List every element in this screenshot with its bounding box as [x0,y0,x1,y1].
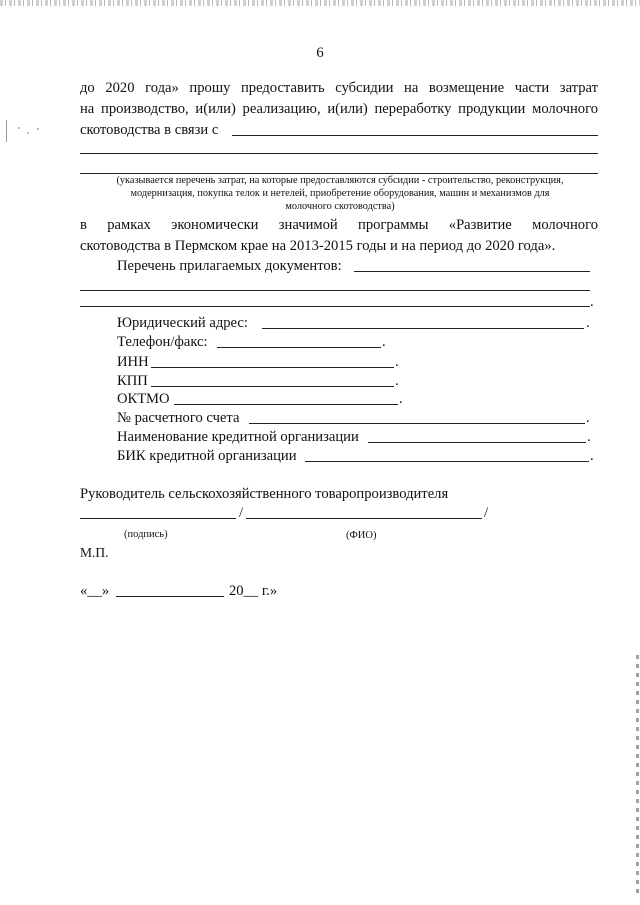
costs-field-line-1[interactable] [232,135,598,136]
documents-field-line-2[interactable] [80,290,590,291]
account-field[interactable] [249,423,585,424]
signature-slash-1: / [239,505,244,521]
signature-title: Руководитель сельскохозяйственного товаропроизводителя [80,486,449,502]
phone-fax-field[interactable] [217,347,381,348]
name-field[interactable] [246,518,482,519]
bank-name-label: Наименование кредитной организации [117,429,359,445]
costs-field-line-3[interactable] [80,173,598,174]
paragraph1-line3: скотоводства в связи с [80,122,219,138]
kpp-field[interactable] [151,386,394,387]
signature-field[interactable] [80,518,236,519]
legal-address-label: Юридический адрес: [117,315,248,331]
bik-field[interactable] [305,461,589,462]
scan-artifact-right-edge [636,655,639,895]
signature-slash-2: / [484,505,489,521]
costs-note-line3: молочного скотоводства) [285,201,395,212]
page-number: 6 [316,45,324,61]
kpp-label: КПП [117,373,148,389]
costs-note-line1: (указывается перечень затрат, на которые предоставляются субсидии - строительство, реконструкция, [116,175,564,186]
oktmo-field[interactable] [174,404,398,405]
legal-address-field[interactable] [262,328,584,329]
bik-period: . [590,448,594,464]
inn-label: ИНН [117,354,149,370]
inn-period: . [395,354,399,370]
bank-name-period: . [587,429,591,445]
name-caption: (ФИО) [346,530,377,541]
date-day: «__» [80,583,110,599]
inn-field[interactable] [151,367,394,368]
paragraph2-line1: в рамках экономически значимой программы «Развитие молочного [80,217,598,233]
documents-label: Перечень прилагаемых документов: [117,258,342,274]
stamp-label: М.П. [80,545,109,560]
paragraph2-line2: скотоводства в Пермском крае на 2013-2015 годы и на период до 2020 года». [80,238,556,254]
scan-artifact-left-mark [6,120,7,142]
account-period: . [586,410,590,426]
documents-field-period: . [590,294,594,310]
bank-name-field[interactable] [368,442,586,443]
paragraph1-line1: до 2020 года» прошу предоставить субсидии на возмещение части затрат [80,80,598,96]
scan-artifact-specks [16,124,42,138]
kpp-period: . [395,373,399,389]
signature-caption: (подпись) [124,529,168,540]
scan-artifact-top [0,0,640,6]
phone-fax-label: Телефон/факс: [117,334,208,350]
legal-address-period: . [586,315,590,331]
date-year: 20__ г.» [229,583,278,599]
phone-fax-period: . [382,334,386,350]
documents-field-line-1[interactable] [354,271,590,272]
oktmo-period: . [399,391,403,407]
documents-field-line-3[interactable] [80,306,590,307]
paragraph1-line2: на производство, и(или) реализацию, и(или) переработку продукции молочного [80,101,598,117]
account-label: № расчетного счета [117,410,240,426]
date-month-field[interactable] [116,596,224,597]
costs-field-line-2[interactable] [80,153,598,154]
oktmo-label: ОКТМО [117,391,170,407]
bik-label: БИК кредитной организации [117,448,297,464]
costs-note-line2: модернизация, покупка телок и нетелей, приобретение оборудования, машин и механизмов для [130,188,550,199]
